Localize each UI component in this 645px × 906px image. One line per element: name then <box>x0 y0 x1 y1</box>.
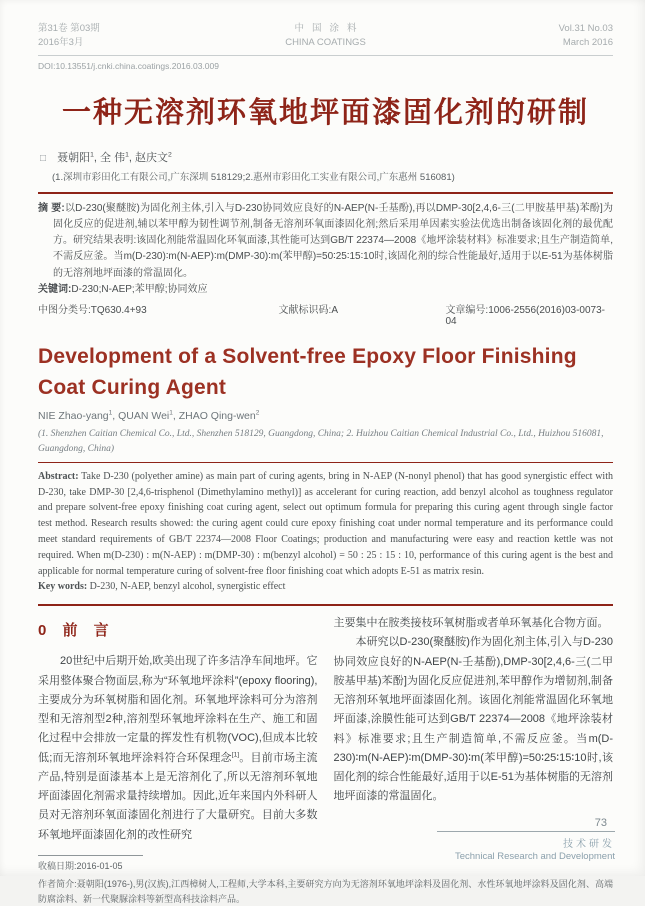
article-id: 文章编号:1006-2556(2016)03-0073-04 <box>445 304 605 327</box>
author-marker-icon: □ <box>40 152 47 164</box>
divider-rule-thin <box>38 462 613 463</box>
keywords-en-text: D-230, N-AEP, benzyl alcohol, synergistic effect <box>87 581 286 593</box>
author-zh: 赵庆文$^2$ <box>135 151 172 164</box>
volume-issue: 第31卷 第03期 <box>38 23 100 34</box>
issue-info-en <box>463 22 613 51</box>
journal-masthead <box>38 22 613 56</box>
body-paragraph: 本研究以D-230(聚醚胺)作为固化剂主体,引入与D-230协同效应良好的N-AEP(N-壬基酚),DMP-30[2,4,6-三(二甲胺基甲基)苯酚]为固化反应促进剂,苯甲醇作为增韧剂,制备无溶剂环氧地坪面漆固化剂。该固化剂能常温固化环氧地坪面漆,涂膜性能可达到GB/T 22374—2008《地坪涂装材料》标准要求;且生产制造简单,不需反应釜。当m(D-230)∶m(N-AEP)∶m(DMP-30)∶m(苯甲醇)=50∶25∶15∶10时,该固化剂的综合性能最好,适用于以E-51为基体树脂的无溶剂地坪面漆的常温固化。 <box>333 636 613 803</box>
classification-row <box>38 301 613 327</box>
author-en: ZHAO Qing-wen$^2$ <box>178 409 260 423</box>
issue-info <box>38 22 188 51</box>
journal-name <box>285 22 366 51</box>
intro-paragraph: 20世纪中后期开始,欧美出现了许多洁净车间地坪。它采用整体聚合物面层,称为“环氧地坪涂料”(epoxy flooring),主要成分为环氧树脂和固化剂。环氧地坪涂料可分为溶剂型和无溶剂型2种,溶剂型环氧地坪涂料在生产、施工和固化过程中会排放一定量的挥发性有机物(VOC),但成本比较低;而无溶剂环氧地坪涂料符合环保理念[1]。目前市场主流产品,特别是面漆基本上是无溶剂化了,所以无溶剂环氧地坪面漆固化剂需求量持续增加。因此,近年来国内外科研人员对无溶剂环氧面漆固化剂进行了大量研究。目前大多数环氧地坪面漆固化剂的改性研究 <box>38 655 318 841</box>
author-bio: 作者简介:聂朝阳(1976-),男(汉族),江西樟树人,工程师,大学本科,主要研究方向为无溶剂环氧地坪涂料及固化剂、水性环氧地坪涂料及固化剂、高端防腐涂料、新一代聚脲涂料等新型高科技涂料产品。 <box>38 878 613 904</box>
keywords-zh-label: 关键词: <box>38 283 72 295</box>
author-en: NIE Zhao-yang$^1$, <box>38 409 119 423</box>
affiliation-en: (1. Shenzhen Caitian Chemical Co., Ltd., Shenzhen 518129, Guangdong, China; 2. Huizhou Caitian Chemical Industrial Co., Ltd., Huizhou 516081, Guangdong, China) <box>38 429 604 455</box>
received-date: 收稿日期:2016-01-05 <box>38 860 123 871</box>
issue-date-cn: 2016年3月 <box>38 37 84 49</box>
author-en: QUAN Wei$^1$, <box>118 409 179 423</box>
body-paragraph: 主要集中在胺类接枝环氧树脂或者单环氧基化合物方面。 <box>333 617 609 630</box>
volume-issue-en: Vol.31 No.03 <box>558 23 613 34</box>
column-name-en: Technical Research and Development <box>454 851 615 862</box>
affiliation-zh: (1.深圳市彩田化工有限公司,广东深圳 518129;2.惠州市彩田化工实业有限公司,广东惠州 516081) <box>52 171 455 183</box>
journal-name-en: CHINA COATINGS <box>285 37 366 49</box>
doi: DOI:10.13551/j.cnki.china.coatings.2016.03.009 <box>38 60 219 71</box>
journal-name-cn: 中国涂料 <box>294 23 365 34</box>
section-heading-0: 0 前 言 <box>38 622 115 640</box>
divider-rule <box>38 604 613 606</box>
clc-number: 中图分类号:TQ630.4+93 <box>38 304 147 316</box>
abstract-en-label: Abstract: <box>38 470 79 482</box>
article-title-zh: 一种无溶剂环氧地坪面漆固化剂的研制 <box>61 96 589 129</box>
keywords-en-label: Key words: <box>38 581 88 593</box>
authors-zh <box>40 149 613 165</box>
abstract-zh-text: 以D-230(聚醚胺)为固化剂主体,引入与D-230协同效应良好的N-AEP(N-壬基酚),再以DMP-30[2,4,6-三(二甲胺基甲基)苯酚]为固化反应的促进剂,辅以苯甲醇为韧性调节剂,制备无溶剂环氧面漆固化剂;然后采用单因素实验法优选出制备该固化剂的最优配方。研究结果表明:该固化剂能常温固化环氧面漆,其性能可达到GB/T 22374—2008《地坪涂装材料》标准要求;且生产制造简单,不需反应釜。当m(D-230)∶m(N-AEP)∶m(DMP-30)∶m(苯甲醇)=50∶25∶15∶10时,该固化剂的综合性能最好,适用于以E-51为基体树脂的无溶剂地坪面漆的常温固化。 <box>53 202 613 279</box>
abstract-en <box>38 469 613 580</box>
body-column-left <box>38 614 318 875</box>
author-zh: 全 伟$^1$, <box>100 151 132 164</box>
abstract-en-text: Take D-230 (polyether amine) as main part of curing agents, bring in N-AEP (N-nonyl phenol) that has good synergistic effect with D-230, take DMP-30 [2,4,6-trisphenol (Dimethylamino methyl)] as accelerant for curing reaction, add benzyl alcohol as toughness regulator and prepare solvent-free epoxy finishing coat curing agent, select out optimum formula for preparing this curing agent through single factor test method. Research results showed: the curing agent could cure epoxy finishing coat under normal temperature and its performance could meet standard requirements of GB/T 22374—2008 Floor Coatings; production and manufacturing were easy and reaction kettle was not required. When m(D-230) : m(N-AEP) : m(DMP-30) : m(benzyl alcohol) = 50 : 25 : 15 : 10, performance of this curing agent is the best and applicable for normal temperature curing of solvent-free floor finishing coat which adopts E-51 as matrix resin. <box>38 470 613 577</box>
authors-en <box>38 410 613 423</box>
footnote-separator <box>38 855 143 856</box>
keywords-zh-text: D-230;N-AEP;苯甲醇;协同效应 <box>71 283 208 295</box>
author-zh: 聂朝阳$^1$, <box>57 151 97 164</box>
page-number: 73 <box>594 817 607 829</box>
column-name-cn: 技术研发 <box>563 839 615 850</box>
reference-mark: [1] <box>231 751 240 759</box>
document-code: 文献标识码:A <box>278 304 338 316</box>
article-title-en: Development of a Solvent-free Epoxy Floor Finishing Coat Curing Agent <box>38 344 577 400</box>
issue-date-en: March 2016 <box>562 37 613 49</box>
page-footer <box>437 817 615 862</box>
keywords-en <box>38 579 613 595</box>
abstract-zh <box>38 201 613 282</box>
divider-rule <box>38 192 613 194</box>
abstract-zh-label: 摘 要: <box>38 202 65 214</box>
keywords-zh <box>38 282 613 298</box>
footer-rule <box>437 831 615 832</box>
